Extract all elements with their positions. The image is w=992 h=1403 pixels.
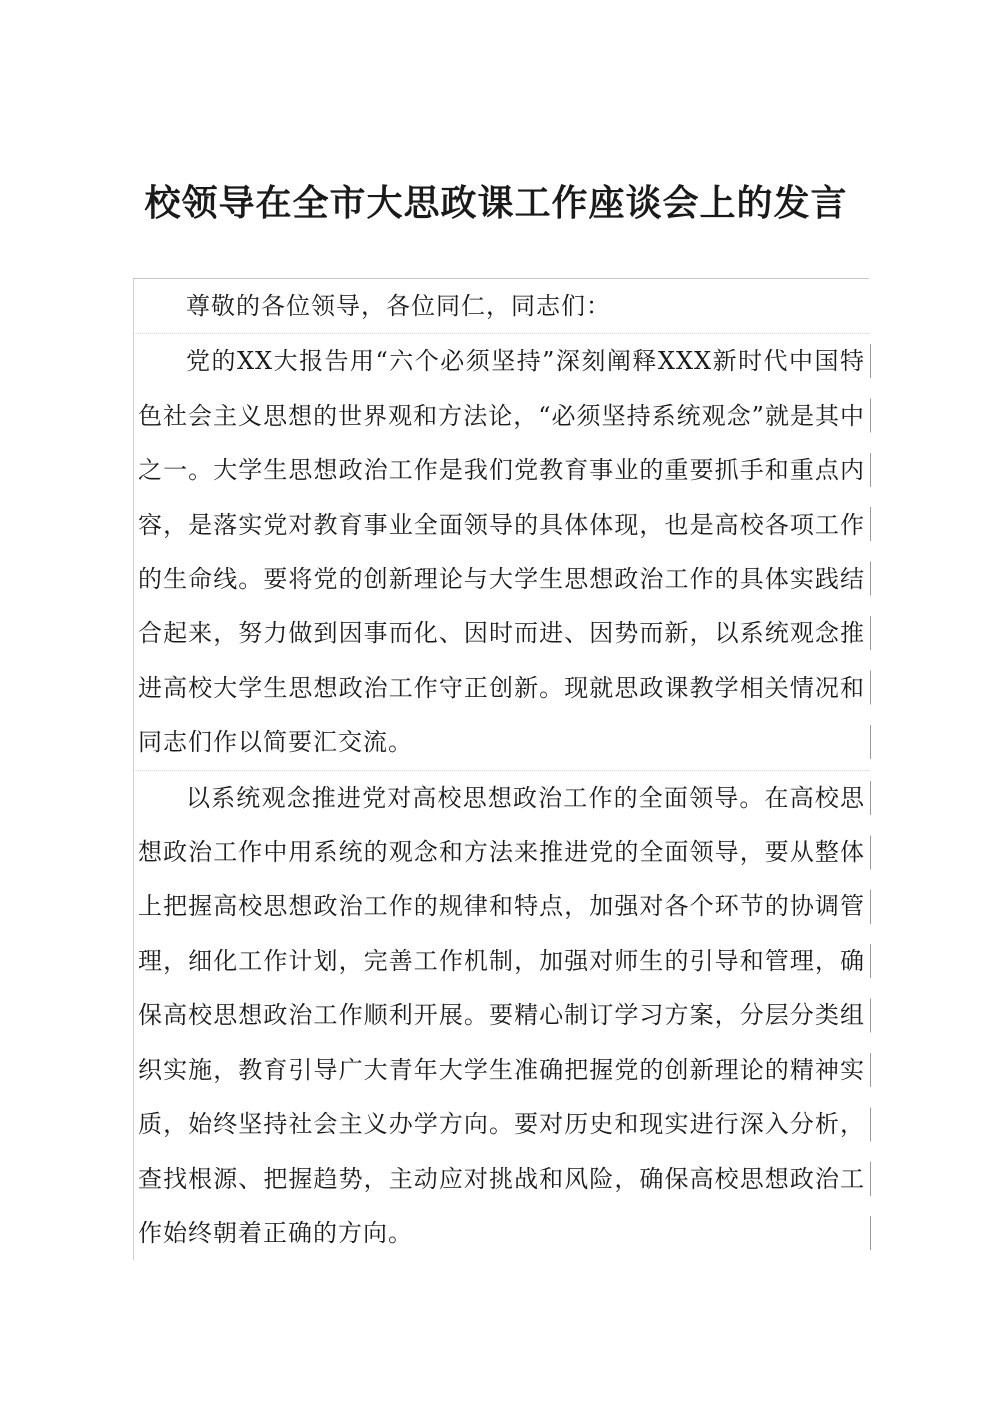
document-title: 校领导在全市大思政课工作座谈会上的发言	[144, 183, 848, 224]
intro-text: 党的XX大报告用“六个必须坚持”深刻阐释XXX新时代中国特色社会主义思想的世界观和方法论，“必须坚持系统观念”就是其中之一。大学生思想政治工作是我们党教育事业的重要抓手和重点内容，是落实党对教育事业全面领导的具体体现，也是高校各项工作的生命线。要将党的创新理论与大学生思想政治工作的具体实践结合起来，努力做到因事而化、因时而进、因势而新，以系统观念推进高校大学生思想政治工作守正创新。现就思政课教学相关情况和同志们作以简要汇交流。	[138, 347, 865, 757]
salutation-paragraph	[133, 279, 869, 334]
paragraph-right-border	[870, 344, 871, 759]
section-paragraph	[133, 771, 869, 1261]
intro-paragraph	[133, 334, 869, 770]
section-text: 以系统观念推进党对高校思想政治工作的全面领导。在高校思想政治工作中用系统的观念和方法来推进党的全面领导，要从整体上把握高校思想政治工作的规律和特点，加强对各个环节的协调管理，细化工作计划，完善工作机制，加强对师生的引导和管理，确保高校思想政治工作顺利开展。要精心制订学习方案，分层分类组织实施，教育引导广大青年大学生准确把握党的创新理论的精神实质，始终坚持社会主义办学方向。要对历史和现实进行深入分析，查找根源、把握趋势，主动应对挑战和风险，确保高校思想政治工作始终朝着正确的方向。	[138, 783, 865, 1247]
document-body	[133, 278, 869, 1260]
paragraph-right-border	[870, 781, 871, 1251]
salutation-text: 尊敬的各位领导，各位同仁，同志们：	[186, 292, 611, 320]
